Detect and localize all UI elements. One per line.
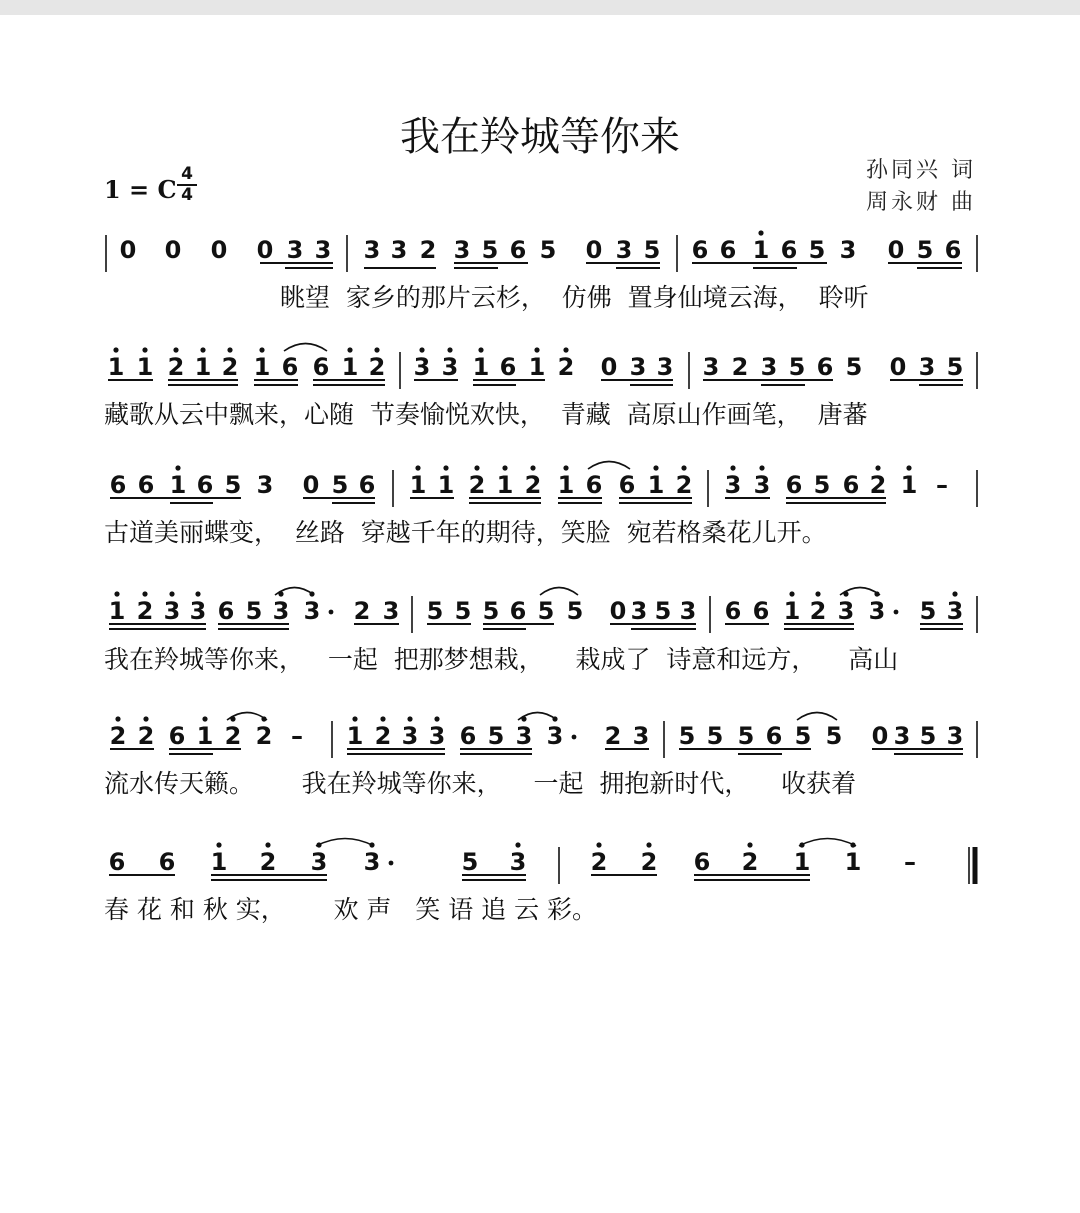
note-0-22: 0	[887, 236, 905, 264]
high-octave-dot	[447, 347, 452, 352]
note-0-4: 3	[286, 236, 304, 264]
note-1-5: 1	[253, 353, 271, 381]
note-4-21: 5	[794, 722, 812, 750]
note-1-23: 6	[816, 353, 834, 381]
lyric-line-6: 春 花 和 秋 实， 欢 声 笑 语 追 云 彩。	[104, 895, 598, 924]
note-1-6: 6	[281, 353, 299, 381]
note-3-6: 3	[272, 597, 290, 625]
note-1-1: 1	[136, 353, 154, 381]
high-octave-dot	[175, 465, 180, 470]
note-0-9: 3	[453, 236, 471, 264]
note-2-11: 2	[468, 471, 486, 499]
note-4-14: 3	[546, 722, 564, 750]
note-3-5: 5	[245, 597, 263, 625]
note-4-18: 5	[706, 722, 724, 750]
note-5-4: 3	[310, 848, 328, 876]
high-octave-dot	[563, 347, 568, 352]
note-1-21: 3	[760, 353, 778, 381]
note-3-27: 3	[946, 597, 964, 625]
note-3-24: 3	[837, 597, 855, 625]
note-1-2: 2	[167, 353, 185, 381]
note-4-20: 6	[765, 722, 783, 750]
note-0-12: 5	[539, 236, 557, 264]
high-octave-dot	[173, 347, 178, 352]
high-octave-dot	[730, 465, 735, 470]
note-0-10: 5	[481, 236, 499, 264]
note-4-8: 2	[374, 722, 392, 750]
note-2-7: 5	[331, 471, 349, 499]
note-3-3: 3	[189, 597, 207, 625]
time-signature-top: 4	[181, 164, 193, 184]
note-2-16: 6	[618, 471, 636, 499]
note-2-25: 1	[900, 471, 918, 499]
lyric-line-4: 我在羚城等你来， 一起 把那梦想栽， 栽成了 诗意和远方， 高山	[104, 645, 899, 674]
note-2-22: 5	[813, 471, 831, 499]
high-octave-dot	[906, 465, 911, 470]
note-4-23: 0	[871, 722, 889, 750]
note-3-12: 5	[482, 597, 500, 625]
high-octave-dot	[474, 465, 479, 470]
note-4-19: 5	[737, 722, 755, 750]
key-signature: 1 = C	[104, 175, 177, 204]
note-3-0: 1	[108, 597, 126, 625]
augmentation-dot	[572, 735, 577, 740]
slur-tie	[540, 588, 578, 596]
note-4-13: 3	[515, 722, 533, 750]
note-3-11: 5	[454, 597, 472, 625]
high-octave-dot	[169, 591, 174, 596]
high-octave-dot	[115, 716, 120, 721]
note-0-21: 3	[839, 236, 857, 264]
note-0-3: 0	[256, 236, 274, 264]
note-3-20: 6	[724, 597, 742, 625]
note-5-9: 2	[640, 848, 658, 876]
note-1-11: 3	[441, 353, 459, 381]
note-2-0: 6	[109, 471, 127, 499]
high-octave-dot	[407, 716, 412, 721]
note-0-6: 3	[363, 236, 381, 264]
note-1-0: 1	[107, 353, 125, 381]
slur-tie	[797, 713, 837, 721]
note-2-13: 2	[524, 471, 542, 499]
high-octave-dot	[502, 465, 507, 470]
note-0-20: 5	[808, 236, 826, 264]
note-4-1: 2	[137, 722, 155, 750]
high-octave-dot	[952, 591, 957, 596]
high-octave-dot	[478, 347, 483, 352]
note-1-9: 2	[368, 353, 386, 381]
lyric-line-1: 眺望 家乡的那片云杉， 仿佛 置身仙境云海， 聆听	[280, 283, 869, 312]
high-octave-dot	[142, 591, 147, 596]
high-octave-dot	[265, 842, 270, 847]
high-octave-dot	[530, 465, 535, 470]
note-4-24: 3	[893, 722, 911, 750]
note-2-20: 3	[753, 471, 771, 499]
note-4-10: 3	[428, 722, 446, 750]
note-3-4: 6	[217, 597, 235, 625]
note-2-8: 6	[358, 471, 376, 499]
note-5-14: –	[904, 848, 916, 876]
slur-tie	[799, 839, 856, 847]
time-signature-bottom: 4	[181, 185, 193, 205]
note-3-16: 0	[609, 597, 627, 625]
note-0-11: 6	[509, 236, 527, 264]
note-0-7: 3	[390, 236, 408, 264]
note-0-14: 3	[615, 236, 633, 264]
high-octave-dot	[380, 716, 385, 721]
note-0-17: 6	[719, 236, 737, 264]
lyric-line-5: 流水传天籁。 我在羚城等你来， 一起 拥抱新时代， 收获着	[104, 769, 857, 798]
high-octave-dot	[347, 347, 352, 352]
note-0-5: 3	[314, 236, 332, 264]
note-5-7: 3	[509, 848, 527, 876]
note-4-25: 5	[919, 722, 937, 750]
lyricist-credit: 孙同兴 词	[866, 158, 976, 183]
note-4-9: 3	[401, 722, 419, 750]
note-4-17: 5	[678, 722, 696, 750]
note-1-19: 3	[702, 353, 720, 381]
note-2-19: 3	[724, 471, 742, 499]
composer-credit: 周永财 曲	[866, 190, 976, 215]
augmentation-dot	[389, 861, 394, 866]
high-octave-dot	[815, 591, 820, 596]
high-octave-dot	[374, 347, 379, 352]
note-4-26: 3	[946, 722, 964, 750]
high-octave-dot	[259, 347, 264, 352]
note-1-4: 2	[221, 353, 239, 381]
high-octave-dot	[434, 716, 439, 721]
note-1-22: 5	[788, 353, 806, 381]
note-1-20: 2	[731, 353, 749, 381]
high-octave-dot	[534, 347, 539, 352]
high-octave-dot	[113, 347, 118, 352]
note-2-21: 6	[785, 471, 803, 499]
slur-tie	[284, 344, 327, 352]
high-octave-dot	[758, 230, 763, 235]
note-4-15: 2	[604, 722, 622, 750]
note-5-2: 1	[210, 848, 228, 876]
note-3-25: 3	[868, 597, 886, 625]
high-octave-dot	[443, 465, 448, 470]
note-0-19: 6	[780, 236, 798, 264]
note-1-7: 6	[312, 353, 330, 381]
note-4-11: 6	[459, 722, 477, 750]
note-3-15: 5	[566, 597, 584, 625]
note-4-22: 5	[825, 722, 843, 750]
note-2-24: 2	[869, 471, 887, 499]
note-2-6: 0	[302, 471, 320, 499]
note-4-0: 2	[109, 722, 127, 750]
high-octave-dot	[142, 347, 147, 352]
note-2-14: 1	[557, 471, 575, 499]
note-3-9: 3	[382, 597, 400, 625]
high-octave-dot	[789, 591, 794, 596]
note-1-16: 0	[600, 353, 618, 381]
note-5-1: 6	[158, 848, 176, 876]
high-octave-dot	[419, 347, 424, 352]
note-1-12: 1	[472, 353, 490, 381]
high-octave-dot	[759, 465, 764, 470]
note-2-26: –	[936, 471, 948, 499]
note-0-23: 5	[916, 236, 934, 264]
high-octave-dot	[216, 842, 221, 847]
high-octave-dot	[227, 347, 232, 352]
note-1-3: 1	[194, 353, 212, 381]
note-2-2: 1	[169, 471, 187, 499]
high-octave-dot	[747, 842, 752, 847]
note-0-15: 5	[643, 236, 661, 264]
note-1-24: 5	[845, 353, 863, 381]
note-5-10: 6	[693, 848, 711, 876]
note-2-17: 1	[647, 471, 665, 499]
note-1-27: 5	[946, 353, 964, 381]
augmentation-dot	[329, 610, 334, 615]
note-5-11: 2	[741, 848, 759, 876]
note-2-15: 6	[585, 471, 603, 499]
note-1-15: 2	[557, 353, 575, 381]
lyric-line-2: 藏歌从云中飘来，心随 节奏愉悦欢快， 青藏 高原山作画笔， 唐蕃	[104, 400, 868, 429]
note-2-12: 1	[496, 471, 514, 499]
note-3-2: 3	[163, 597, 181, 625]
note-4-6: –	[291, 722, 303, 750]
lyric-line-3: 古道美丽蝶变， 丝路 穿越千年的期待，笑脸 宛若格桑花儿开。	[104, 518, 827, 547]
note-5-8: 2	[590, 848, 608, 876]
high-octave-dot	[563, 465, 568, 470]
high-octave-dot	[352, 716, 357, 721]
note-3-22: 1	[783, 597, 801, 625]
note-2-3: 6	[196, 471, 214, 499]
note-3-14: 5	[537, 597, 555, 625]
note-1-10: 3	[413, 353, 431, 381]
note-4-2: 6	[168, 722, 186, 750]
note-1-13: 6	[499, 353, 517, 381]
high-octave-dot	[200, 347, 205, 352]
note-1-18: 3	[656, 353, 674, 381]
high-octave-dot	[195, 591, 200, 596]
high-octave-dot	[515, 842, 520, 847]
high-octave-dot	[596, 842, 601, 847]
note-0-13: 0	[585, 236, 603, 264]
note-4-5: 2	[255, 722, 273, 750]
note-3-7: 3	[303, 597, 321, 625]
note-3-10: 5	[426, 597, 444, 625]
note-2-1: 6	[137, 471, 155, 499]
note-2-4: 5	[224, 471, 242, 499]
note-1-26: 3	[918, 353, 936, 381]
note-3-26: 5	[919, 597, 937, 625]
note-3-17: 3	[630, 597, 648, 625]
note-0-18: 1	[752, 236, 770, 264]
note-2-18: 2	[675, 471, 693, 499]
note-0-8: 2	[419, 236, 437, 264]
note-3-21: 6	[752, 597, 770, 625]
note-0-16: 6	[691, 236, 709, 264]
note-2-5: 3	[256, 471, 274, 499]
note-5-6: 5	[461, 848, 479, 876]
note-3-13: 6	[509, 597, 527, 625]
note-1-25: 0	[889, 353, 907, 381]
high-octave-dot	[653, 465, 658, 470]
note-4-7: 1	[346, 722, 364, 750]
note-4-3: 1	[196, 722, 214, 750]
note-1-8: 1	[341, 353, 359, 381]
slur-tie	[316, 839, 374, 847]
note-5-12: 1	[793, 848, 811, 876]
high-octave-dot	[646, 842, 651, 847]
note-5-3: 2	[259, 848, 277, 876]
high-octave-dot	[143, 716, 148, 721]
high-octave-dot	[415, 465, 420, 470]
note-0-0: 0	[119, 236, 137, 264]
note-3-18: 5	[654, 597, 672, 625]
note-1-14: 1	[528, 353, 546, 381]
note-0-24: 6	[944, 236, 962, 264]
note-5-13: 1	[844, 848, 862, 876]
note-3-1: 2	[136, 597, 154, 625]
note-4-4: 2	[224, 722, 242, 750]
note-2-23: 6	[842, 471, 860, 499]
augmentation-dot	[894, 610, 899, 615]
note-5-5: 3	[363, 848, 381, 876]
note-5-0: 6	[108, 848, 126, 876]
high-octave-dot	[202, 716, 207, 721]
note-0-2: 0	[210, 236, 228, 264]
slur-tie	[588, 462, 630, 470]
note-4-12: 5	[487, 722, 505, 750]
note-3-19: 3	[679, 597, 697, 625]
note-2-10: 1	[437, 471, 455, 499]
high-octave-dot	[114, 591, 119, 596]
note-1-17: 3	[629, 353, 647, 381]
note-2-9: 1	[409, 471, 427, 499]
note-4-16: 3	[632, 722, 650, 750]
note-0-1: 0	[164, 236, 182, 264]
song-title: 我在羚城等你来	[400, 114, 680, 160]
note-3-23: 2	[809, 597, 827, 625]
high-octave-dot	[681, 465, 686, 470]
note-3-8: 2	[353, 597, 371, 625]
high-octave-dot	[875, 465, 880, 470]
